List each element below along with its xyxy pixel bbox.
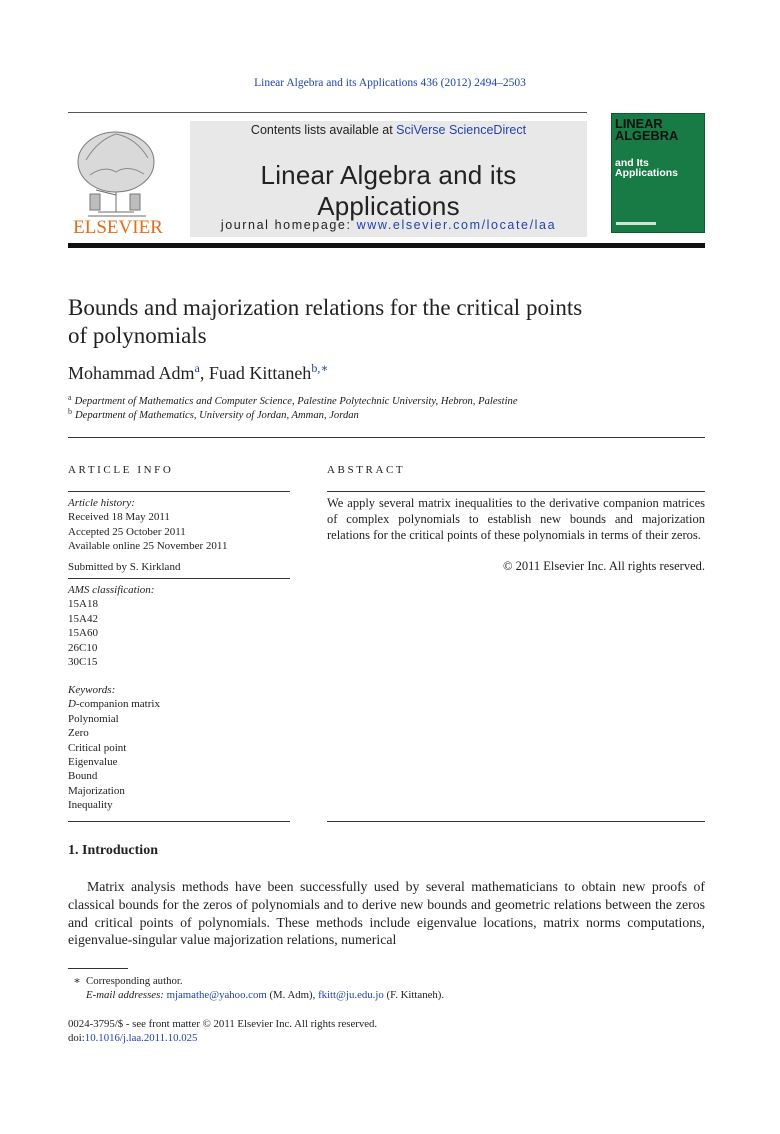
keyword-item — [68, 697, 160, 711]
article-history — [68, 496, 290, 554]
ams-code: 15A42 — [68, 612, 98, 625]
introduction-heading: 1. Introduction — [68, 843, 158, 858]
cover-sub-line1: and Its — [615, 157, 649, 169]
author-2-affil-mark[interactable]: b,∗ — [311, 361, 329, 375]
cover-footer-mark — [616, 222, 656, 225]
keyword-item: Critical point — [68, 741, 127, 754]
header-top-rule — [68, 112, 587, 113]
homepage-prefix: journal homepage: — [220, 218, 357, 232]
cover-title-line2: ALGEBRA — [615, 128, 679, 143]
journal-citation[interactable]: Linear Algebra and its Applications 436 (2012) 2494–2503 — [254, 77, 526, 89]
cover-title-line1: LINEAR — [615, 116, 663, 131]
ams-code: 26C10 — [68, 641, 98, 654]
title-line-1: Bounds and majorization relations for the critical points — [68, 295, 583, 320]
ams-code: 30C15 — [68, 656, 98, 669]
abstract-copyright: © 2011 Elsevier Inc. All rights reserved. — [502, 559, 705, 573]
affiliation-b-mark: b — [68, 407, 72, 416]
author-list — [68, 361, 328, 384]
abstract-rule-top — [327, 491, 705, 492]
article-info-rule-mid — [68, 578, 290, 579]
affiliation-a-text: Department of Mathematics and Computer Science, Palestine Polytechnic University, Hebron, Palestine — [74, 396, 518, 407]
keyword-item: Zero — [68, 727, 89, 740]
title-line-2: of polynomials — [68, 323, 207, 348]
keywords-label: Keywords: — [68, 684, 116, 696]
author-1-affil-mark[interactable]: a — [194, 361, 200, 375]
sciverse-link[interactable]: SciVerse ScienceDirect — [396, 123, 527, 137]
contents-prefix: Contents lists available at — [250, 123, 397, 137]
affiliation-b — [68, 407, 359, 421]
affiliation-a-mark: a — [68, 393, 72, 402]
keywords — [68, 683, 160, 813]
elsevier-tree-icon — [78, 132, 154, 216]
accepted-date: Accepted 25 October 2011 — [68, 525, 186, 538]
author-1: Mohammad Adm — [68, 363, 195, 383]
article-info-rule-bottom — [68, 821, 290, 822]
doi-label: doi: — [68, 1032, 85, 1044]
author-2: Fuad Kittaneh — [208, 363, 312, 383]
homepage-link[interactable]: www.elsevier.com/locate/laa — [356, 218, 557, 232]
email-label: E-mail addresses: — [86, 989, 164, 1001]
submitted-by: Submitted by S. Kirkland — [68, 561, 181, 573]
email-adm-link[interactable]: mjamathe@yahoo.com — [166, 989, 267, 1001]
article-info-heading: ARTICLE INFO — [68, 464, 174, 476]
keyword-item: Bound — [68, 770, 98, 783]
keyword-item: Majorization — [68, 784, 125, 797]
affiliation-a — [68, 393, 518, 407]
homepage-line — [190, 218, 587, 232]
keyword-item: Polynomial — [68, 712, 119, 725]
keyword-italic-d: D — [68, 698, 76, 711]
footnote-rule — [68, 968, 128, 969]
footnote-corresponding — [68, 974, 183, 987]
article-title — [68, 294, 708, 350]
corresponding-text: Corresponding author. — [86, 975, 183, 987]
doi-line — [68, 1032, 197, 1044]
footnote-emails — [68, 989, 444, 1001]
footnote-star: ∗ — [73, 975, 81, 987]
email-kittaneh-link[interactable]: fkitt@ju.edu.jo — [318, 989, 384, 1001]
journal-name: Linear Algebra and its Applications — [260, 160, 517, 221]
ams-label: AMS classification: — [68, 584, 155, 596]
received-date: Received 18 May 2011 — [68, 511, 170, 524]
history-label: Article history: — [68, 497, 135, 509]
online-date: Available online 25 November 2011 — [68, 540, 228, 553]
keyword-item: Inequality — [68, 799, 113, 812]
introduction-paragraph: Matrix analysis methods have been successfully used by several mathematicians to obtain new proofs of classical bounds for the zeros of polynomials and to derive new bounds and geometric relations between the zeros and critical points of polynomials. These methods include eigenvalue locations, matrix norms computations, eigenvalue-singular value majorization relations, numerical — [68, 879, 705, 948]
cover-subtitle — [615, 158, 705, 178]
abstract-heading: ABSTRACT — [327, 464, 406, 476]
article-info-rule-top — [68, 491, 290, 492]
header-bottom-rule — [68, 243, 705, 248]
ams-code: 15A60 — [68, 627, 98, 640]
issn-line: 0024-3795/$ - see front matter © 2011 Elsevier Inc. All rights reserved. — [68, 1018, 378, 1030]
doi-link[interactable]: 10.1016/j.laa.2011.10.025 — [84, 1032, 198, 1044]
elsevier-logo — [68, 120, 168, 236]
affiliation-b-text: Department of Mathematics, University of Jordan, Amman, Jordan — [75, 410, 359, 421]
abstract-text: We apply several matrix inequalities to the derivative companion matrices of complex polynomials to establish new bounds and majorization relations for the critical points of these polynomials in terms of their zeros. — [327, 496, 705, 542]
cover-title — [615, 118, 705, 142]
contents-line — [190, 123, 587, 137]
elsevier-wordmark: ELSEVIER — [73, 217, 163, 236]
keyword-rest: -companion matrix — [75, 698, 160, 711]
keyword-item: Eigenvalue — [68, 756, 118, 769]
author-separator: , — [199, 363, 209, 383]
email-kittaneh-owner: (F. Kittaneh). — [383, 989, 445, 1001]
cover-sub-line2: Applications — [615, 167, 679, 179]
abstract-rule-bottom — [327, 821, 705, 822]
affiliation-rule — [68, 437, 705, 438]
ams-code: 15A18 — [68, 598, 98, 611]
email-adm-owner: (M. Adm), — [266, 989, 319, 1001]
ams-classification — [68, 583, 154, 669]
